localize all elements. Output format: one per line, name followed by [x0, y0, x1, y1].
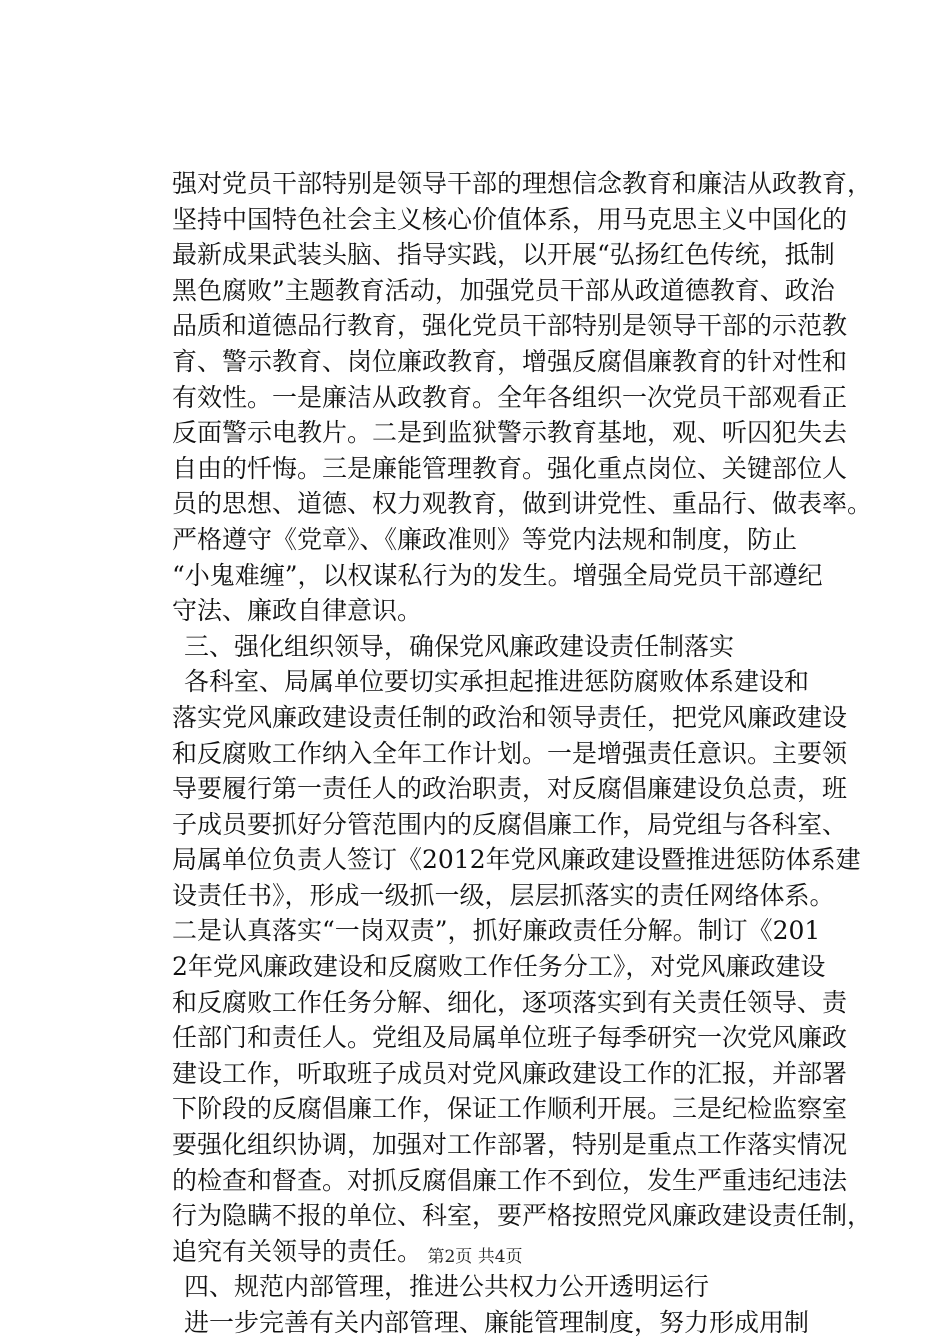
text-line: 品质和道德品行教育，强化党员干部特别是领导干部的示范教	[172, 311, 848, 341]
text-line: 自由的忏悔。三是廉能管理教育。强化重点岗位、关键部位人	[172, 453, 848, 483]
text-line: 设责任书》，形成一级抓一级，层层抓落实的责任网络体系。	[172, 880, 835, 910]
text-line: 各科室、局属单位要切实承担起推进惩防腐败体系建设和	[184, 667, 810, 697]
page-footer: 第2页 共4页	[427, 1247, 523, 1267]
text-line: 2年党风廉政建设和反腐败工作任务分工》，对党风廉政建设	[172, 952, 826, 982]
text-line: 行为隐瞒不报的单位、科室，要严格按照党风廉政建设责任制，	[172, 1201, 873, 1231]
text-line: 最新成果武装头脑、指导实践，以开展“弘扬红色传统，抵制	[172, 240, 835, 270]
text-line: 员的思想、道德、权力观教育，做到讲党性、重品行、做表率。	[172, 489, 873, 519]
text-line: 反面警示电教片。二是到监狱警示教育基地，观、听囚犯失去	[172, 418, 848, 448]
text-line: 坚持中国特色社会主义核心价值体系，用马克思主义中国化的	[172, 204, 848, 234]
text-line: 黑色腐败”主题教育活动，加强党员干部从政道德教育、政治	[172, 275, 835, 305]
text-line: 二是认真落实“一岗双责”，抓好廉政责任分解。制订《201	[172, 916, 821, 946]
body-text	[172, 166, 873, 1341]
text-line: 育、警示教育、岗位廉政教育，增强反腐倡廉教育的针对性和	[172, 346, 848, 376]
text-line: 和反腐败工作纳入全年工作计划。一是增强责任意识。主要领	[172, 738, 848, 768]
text-line: 落实党风廉政建设责任制的政治和领导责任，把党风廉政建设	[172, 702, 848, 732]
text-line: 和反腐败工作任务分解、细化，逐项落实到有关责任领导、责	[172, 987, 848, 1017]
text-line: 任部门和责任人。党组及局属单位班子每季研究一次党风廉政	[172, 1023, 848, 1053]
text-line: 追究有关领导的责任。	[172, 1236, 423, 1266]
text-line: 的检查和督查。对抓反腐倡廉工作不到位，发生严重违纪违法	[172, 1165, 848, 1195]
text-line: 下阶段的反腐倡廉工作，保证工作顺利开展。三是纪检监察室	[172, 1094, 848, 1124]
text-line: 守法、廉政自律意识。	[172, 596, 423, 626]
text-line: 严格遵守《党章》、《廉政准则》等党内法规和制度，防止	[172, 524, 798, 554]
text-line: “小鬼难缠”，以权谋私行为的发生。增强全局党员干部遵纪	[172, 560, 823, 590]
text-line: 要强化组织协调，加强对工作部署，特别是重点工作落实情况	[172, 1130, 848, 1160]
section-heading: 四、规范内部管理，推进公共权力公开透明运行	[184, 1272, 710, 1302]
text-line: 局属单位负责人签订《2012年党风廉政建设暨推进惩防体系建	[172, 845, 861, 875]
text-line: 强对党员干部特别是领导干部的理想信念教育和廉洁从政教育，	[172, 169, 873, 198]
text-line: 导要履行第一责任人的政治职责，对反腐倡廉建设负总责，班	[172, 774, 848, 804]
section-heading: 三、强化组织领导，确保党风廉政建设责任制落实	[184, 631, 735, 661]
text-line: 进一步完善有关内部管理、廉能管理制度，努力形成用制	[184, 1308, 810, 1337]
text-line: 建设工作，听取班子成员对党风廉政建设工作的汇报，并部署	[172, 1058, 848, 1088]
text-line: 有效性。一是廉洁从政教育。全年各组织一次党员干部观看正	[172, 382, 848, 412]
text-line: 子成员要抓好分管范围内的反腐倡廉工作，局党组与各科室、	[172, 809, 848, 839]
